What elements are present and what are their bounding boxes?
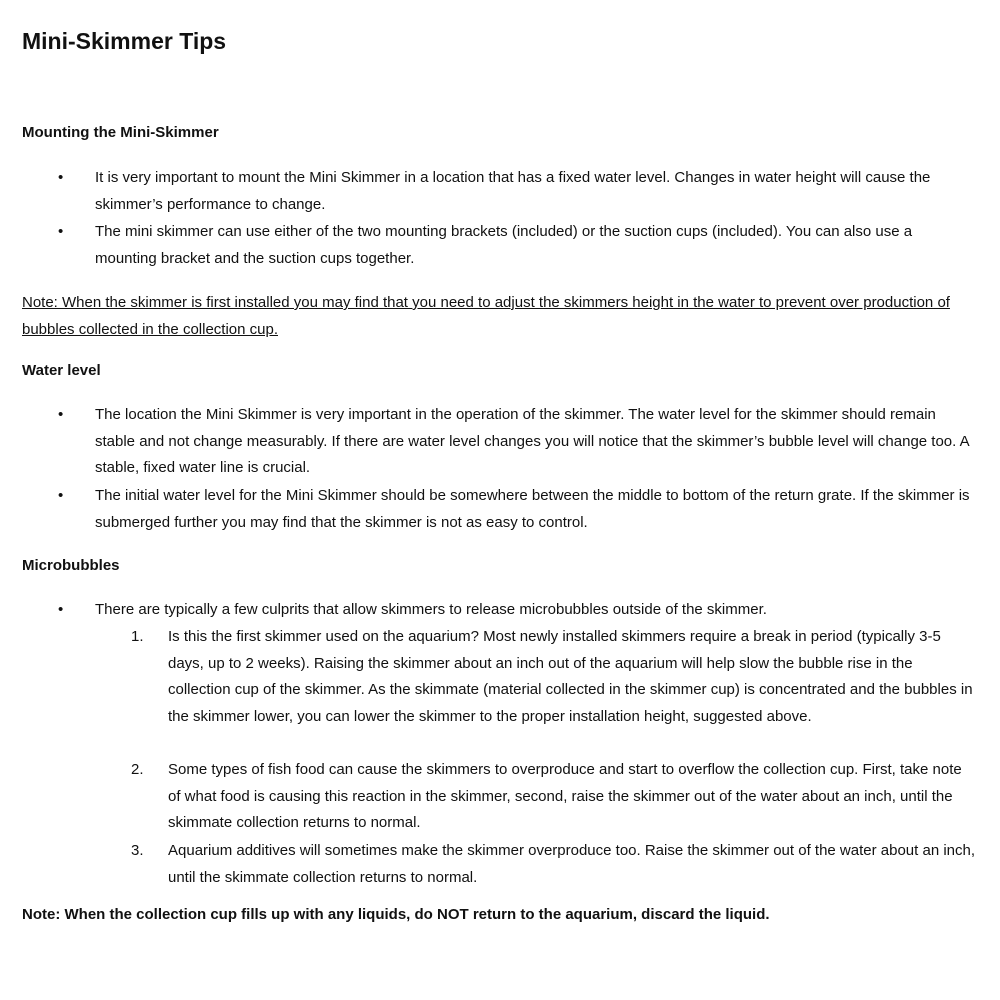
document-title: Mini-Skimmer Tips bbox=[22, 28, 227, 54]
bullet-item: • There are typically a few culprits that allow skimmers to release microbubbles outside of the skimmer. bbox=[95, 597, 975, 624]
bullet-item: • It is very important to mount the Mini Skimmer in a location that has a fixed water level. Changes in water height will cause the skimmer’s performance to change. bbox=[95, 165, 975, 218]
final-note: Note: When the collection cup fills up with any liquids, do NOT return to the aquarium, discard the liquid. bbox=[22, 906, 770, 923]
item-text: Some types of fish food can cause the skimmers to overproduce and start to overflow the collection cup. First, take note of what food is causing this reaction in the skimmer, second, raise the skimmer out of the water about an inch, until the skimmate collection returns to normal. bbox=[168, 761, 962, 831]
section-heading-microbubbles: Microbubbles bbox=[22, 557, 120, 574]
numbered-item bbox=[131, 757, 976, 837]
item-number: 3. bbox=[131, 842, 144, 859]
numbered-item bbox=[131, 838, 976, 891]
item-text: Aquarium additives will sometimes make the skimmer overproduce too. Raise the skimmer out of the water about an inch, until the skimmate collection returns to normal. bbox=[168, 842, 976, 886]
item-number: 1. bbox=[131, 628, 144, 645]
bullet-item: • The initial water level for the Mini Skimmer should be somewhere between the middle to bottom of the return grate. If the skimmer is submerged further you may find that the skimmer is not as easy to control. bbox=[95, 483, 975, 536]
section-heading-mounting: Mounting the Mini-Skimmer bbox=[22, 124, 219, 141]
item-number: 2. bbox=[131, 761, 144, 778]
bullet-item: • The location the Mini Skimmer is very important in the operation of the skimmer. The water level for the skimmer should remain stable and not change measurably. If there are water level changes you will notice that the skimmer’s bubble level will change too. A stable, fixed water line is crucial. bbox=[95, 402, 975, 482]
section-heading-water-level: Water level bbox=[22, 362, 101, 379]
bullet-item: • The mini skimmer can use either of the two mounting brackets (included) or the suction cups (included). You can also use a mounting bracket and the suction cups together. bbox=[95, 219, 975, 272]
numbered-item bbox=[131, 624, 976, 730]
mounting-note: Note: When the skimmer is first installed you may find that you need to adjust the skimmers height in the water to prevent over production of bubbles collected in the collection cup. bbox=[22, 294, 950, 338]
item-text: Is this the first skimmer used on the aquarium? Most newly installed skimmers require a break in period (typically 3-5 days, up to 2 weeks). Raising the skimmer about an inch out of the aquarium will help slow the bubble rise in the collection cup of the skimmer. As the skimmate (material collected in the skimmer cup) is concentrated and the bubbles in the skimmer lower, you can lower the skimmer to the proper installation height, suggested above. bbox=[168, 628, 973, 725]
